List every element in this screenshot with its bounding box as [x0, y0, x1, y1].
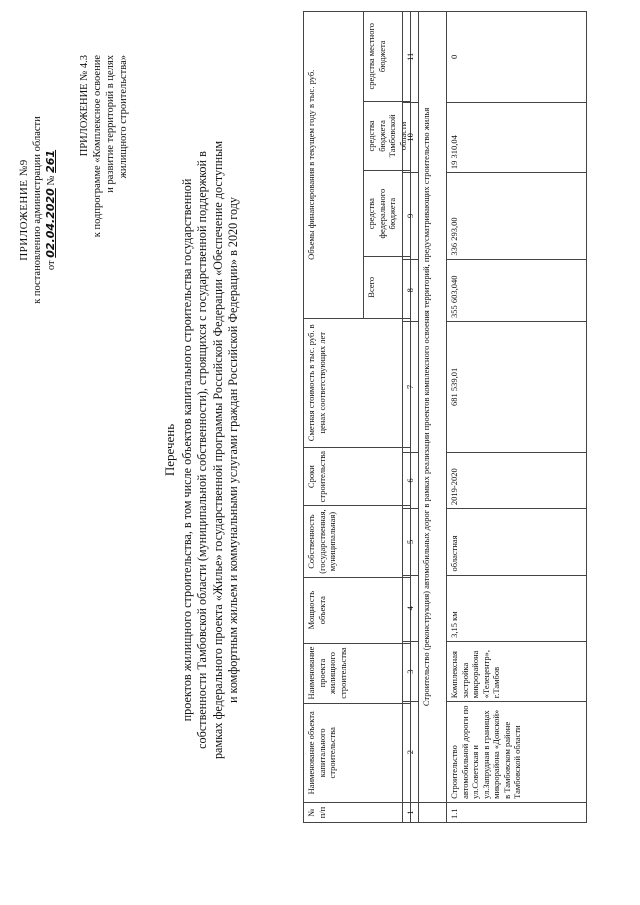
header-capacity: Мощность объекта — [304, 577, 411, 643]
header-regional: средства бюджета Тамбовской области — [364, 101, 411, 171]
column-number-row — [403, 12, 419, 823]
header-project: Наименование проекта жилищного строительства — [304, 643, 411, 703]
header-total: Всего — [364, 256, 411, 318]
number-label: № — [46, 175, 57, 186]
col-number: 4 — [403, 575, 419, 641]
handwritten-date: 02.04.2020 — [44, 188, 57, 258]
col-number: 10 — [403, 102, 419, 172]
document-heading — [162, 35, 242, 865]
from-label: от — [46, 260, 57, 271]
appendix-4-3-line3: жилищного строительства» — [118, 55, 129, 179]
appendix-9-date-line — [44, 60, 58, 360]
section-row — [419, 12, 447, 823]
heading-line: собственности Тамбовской области (муниципальной собственности), строящихся с государственной поддержкой в — [195, 151, 209, 749]
col-number: 11 — [403, 12, 419, 103]
section-title: Строительство (реконструкция) автомобильных дорог в рамках реализации проектов комплексного освоения территорий, предусматривающих строительство жилья — [419, 12, 447, 803]
header-federal: средства федерального бюджета — [364, 171, 411, 257]
col-number: 9 — [403, 173, 419, 260]
col-number: 2 — [403, 702, 419, 803]
row-num: 1.1 — [447, 802, 587, 822]
col-number: 3 — [403, 641, 419, 701]
heading-word: Перечень — [162, 423, 177, 477]
heading-line: и комфортным жильем и коммунальными услугами граждан Российской Федерации» в 2020 году — [226, 196, 240, 704]
appendix-4-3-line2: и развитие территорий в целях — [105, 55, 116, 193]
col-number: 6 — [403, 452, 419, 508]
table-header — [303, 11, 411, 823]
header-local: средства местного бюджета — [364, 12, 411, 102]
row-term: 2019-2020 — [447, 452, 587, 508]
handwritten-number: 261 — [44, 149, 57, 173]
appendix-4-3-title: ПРИЛОЖЕНИЕ № 4.3 — [79, 55, 90, 157]
row-local: 0 — [447, 12, 587, 103]
header-term: Сроки строительства — [304, 447, 411, 505]
row-object: Строительство автомобильной дороги по ул.Советская и ул.Запрудная в границах микрорайона «Донской» в Тамбовском районе Тамбовской области — [447, 702, 587, 803]
col-number: 5 — [403, 509, 419, 575]
heading-line: проектов жилищного строительства, в том числе объектов капитального строительства государственной — [179, 178, 194, 722]
header-cost: Сметная стоимость в тыс. руб. в ценах соответствующих лет — [304, 318, 411, 447]
heading-line: рамках федерального проекта «Жилье» государственной программы Российской Федерации «Обеспечение доступным — [210, 140, 225, 760]
appendix-4-3-line1: к подпрограмме «Комплексное освоение — [92, 55, 103, 238]
col-number: 1 — [403, 802, 419, 822]
row-regional: 19 310,04 — [447, 102, 587, 172]
row-cost: 681 539,01 — [447, 321, 587, 452]
appendix-9-title: ПРИЛОЖЕНИЕ №9 — [18, 159, 30, 261]
row-federal: 336 293,00 — [447, 173, 587, 260]
table-body — [402, 11, 587, 823]
header-ownership: Собственность (государственная, муниципальная) — [304, 506, 411, 577]
section-num-cell — [419, 802, 447, 822]
row-ownership: областная — [447, 509, 587, 575]
header-funding: Объемы финансирования в текущем году в тыс. руб. — [304, 12, 364, 319]
col-number: 7 — [403, 321, 419, 452]
row-project: Комплексная застройка микрорайона «Телецентр», г.Тамбов — [447, 641, 587, 701]
appendix-9-block — [18, 60, 58, 360]
appendix-9-subtitle: к постановлению администрации области — [32, 116, 43, 304]
header-num: № п/п — [304, 803, 411, 823]
row-total: 355 603,040 — [447, 259, 587, 321]
header-object: Наименование объекта капитального строительства — [304, 703, 411, 803]
appendix-4-3-block — [78, 55, 130, 315]
col-number: 8 — [403, 259, 419, 321]
row-capacity: 3,15 км — [447, 575, 587, 641]
table-row — [447, 12, 587, 823]
